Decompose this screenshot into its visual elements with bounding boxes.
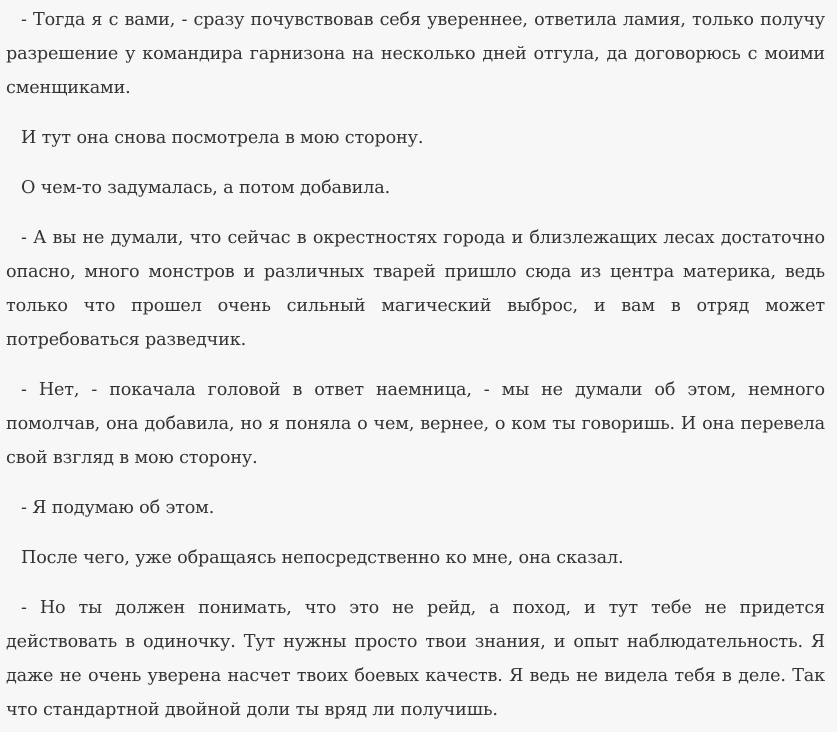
- paragraph-5: - Нет, - покачала головой в ответ наемница, - мы не думали об этом, немного помолчав, она добавила, но я поняла о чем, вернее, о ком ты говоришь. И она перевела свой взгляд в мою сторону.: [6, 380, 825, 468]
- paragraph-2: И тут она снова посмотрела в мою сторону.: [21, 128, 424, 148]
- paragraph-8: - Но ты должен понимать, что это не рейд, а поход, и тут тебе не придется действовать в одиночку. Тут нужны просто твои знания, и опыт наблюдательность. Я даже не очень уверена насчет твоих боевых качеств. Я ведь не видела тебя в деле. Так что стандартной двойной доли ты вряд ли получишь.: [6, 598, 825, 720]
- paragraph-7: После чего, уже обращаясь непосредственно ко мне, она сказал.: [21, 548, 624, 568]
- paragraph-4: - А вы не думали, что сейчас в окрестностях города и близлежащих лесах достаточно опасно, много монстров и различных тварей пришло сюда из центра материка, ведь только что прошел очень сильный магический выброс, и вам в отряд может потребоваться разведчик.: [6, 228, 825, 350]
- paragraph-6: - Я подумаю об этом.: [21, 498, 215, 518]
- paragraph-3: О чем-то задумалась, а потом добавила.: [21, 178, 391, 198]
- paragraph-1: - Тогда я с вами, - сразу почувствовав себя увереннее, ответила ламия, только получу разрешение у командира гарнизона на несколько дней отгула, да договорюсь с моими сменщиками.: [6, 10, 825, 98]
